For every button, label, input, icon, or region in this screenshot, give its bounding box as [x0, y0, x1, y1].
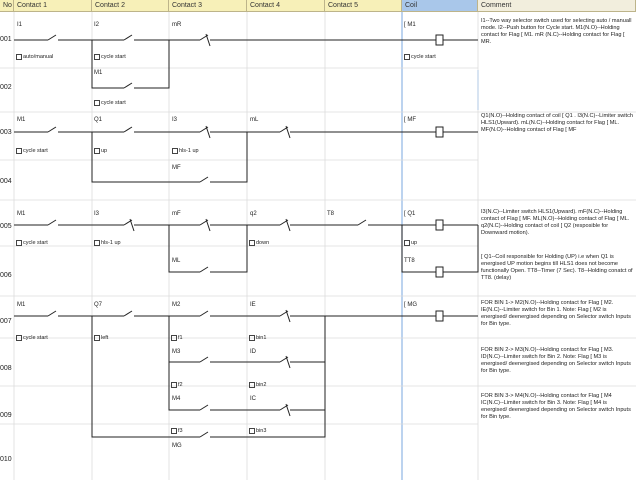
contact-tag[interactable]: left	[94, 335, 108, 342]
row-number[interactable]: 005	[0, 223, 12, 230]
rung-comment[interactable]: FOR BIN 2-> M3(N.O)--Holding contact for Flag [ M3. ID(N.C)--Limiter switch for Bin 2. Note: Flag [ M3 is energised/ deenergised depending on Selector switch Inputs for Bin type.	[481, 347, 631, 374]
contact-label[interactable]: q2	[250, 211, 257, 217]
contact-label[interactable]: M4	[172, 396, 181, 402]
coil-tag[interactable]: up	[404, 240, 417, 247]
contact-tag[interactable]: hls-1 up	[94, 240, 121, 247]
row-number[interactable]: 002	[0, 84, 12, 91]
contact-tag[interactable]: f3	[171, 428, 183, 435]
contact-tag[interactable]: f1	[171, 335, 183, 342]
contact-tag[interactable]: cycle start	[94, 54, 126, 61]
rung-comment[interactable]: [ Q1--Coil responsible for Holding (UP) i.e when Q1 is energised UP motion begins till HLS1 does not become functionally Open. TT8--Timer (7 Sec). T8--Holding conatct of TT8. (delay)	[481, 254, 633, 281]
contact-label[interactable]: Q7	[94, 302, 103, 308]
rung-comment[interactable]: I3(N.C)--Limiter switch HLS1(Upward). mF(N.C)--Holding contact of Flag [ MF. ML(N.O)--Holding contact of Flag [ ML. q2(N.C)--Holding contact of coil [ Q2 (resposible for Downward motion).	[481, 209, 630, 236]
coil-label[interactable]: [ MF	[404, 117, 416, 123]
contact-label[interactable]: IE	[250, 302, 256, 308]
contact-label[interactable]: M3	[172, 349, 181, 355]
row-number[interactable]: 009	[0, 412, 12, 419]
contact-tag[interactable]: auto/manual	[16, 54, 53, 61]
contact-label[interactable]: M2	[172, 302, 181, 308]
contact-label[interactable]: mL	[250, 117, 259, 123]
contact-label[interactable]: I1	[17, 22, 23, 28]
row-number[interactable]: 006	[0, 272, 12, 279]
row-number[interactable]: 001	[0, 36, 12, 43]
header-contact-3[interactable]: Contact 3	[169, 0, 247, 12]
contact-tag[interactable]: hls-1 up	[172, 148, 199, 155]
header-comment[interactable]: Comment	[478, 0, 636, 12]
contact-label[interactable]: M1	[17, 117, 26, 123]
contact-tag[interactable]: cycle start	[94, 100, 126, 107]
rung-comment[interactable]: FOR BIN 3-> M4(N.O)--Holding contact for Flag [ M4 IC(N.C)--Limiter switch for Bin 3. Note: Flag [ M4 is energised/ deenergised depending on Selector switch Inputs for Bin type.	[481, 393, 631, 420]
contact-label[interactable]: ID	[250, 349, 256, 355]
contact-label[interactable]: IC	[250, 396, 256, 402]
contact-tag[interactable]: down	[249, 240, 269, 247]
contact-label[interactable]: I3	[94, 211, 100, 217]
contact-tag[interactable]: cycle start	[16, 335, 48, 342]
header-contact-1[interactable]: Contact 1	[14, 0, 92, 12]
contact-label[interactable]: MF	[172, 165, 181, 171]
header-contact-5[interactable]: Contact 5	[325, 0, 402, 12]
contact-label[interactable]: Q1	[94, 117, 103, 123]
contact-label[interactable]: I3	[172, 117, 178, 123]
contact-label[interactable]: M1	[94, 70, 103, 76]
contact-label[interactable]: mF	[172, 211, 181, 217]
contact-tag[interactable]: bin3	[249, 428, 266, 435]
contact-label[interactable]: ML	[172, 258, 181, 264]
header-no[interactable]: No	[0, 0, 14, 12]
rung-comment[interactable]: I1--Two way selector switch used for selecting auto / manuall mode. I2--Push button for Cycle start. M1(N.O)--Holding contact for Flag [ M1. mR (N.C)--Holding contact for Flag [ MR.	[481, 18, 632, 45]
contact-label[interactable]: I2	[94, 22, 100, 28]
header-coil[interactable]: Coil	[402, 0, 478, 12]
row-number[interactable]: 004	[0, 178, 12, 185]
coil-label[interactable]: [ MG	[404, 302, 417, 308]
contact-label[interactable]: M1	[17, 302, 26, 308]
coil-tag[interactable]: cycle start	[404, 54, 436, 61]
contact-tag[interactable]: bin1	[249, 335, 266, 342]
contact-tag[interactable]: cycle start	[16, 148, 48, 155]
row-number[interactable]: 008	[0, 365, 12, 372]
coil-label[interactable]: TT8	[404, 258, 415, 264]
row-number[interactable]: 010	[0, 456, 12, 463]
contact-label[interactable]: T8	[327, 211, 335, 217]
contact-label[interactable]: M1	[17, 211, 26, 217]
contact-tag[interactable]: up	[94, 148, 107, 155]
coil-label[interactable]: [ Q1	[404, 211, 416, 217]
contact-tag[interactable]: bin2	[249, 382, 266, 389]
header-contact-2[interactable]: Contact 2	[92, 0, 169, 12]
rung-comment[interactable]: FOR BIN 1-> M2(N.O)--Holding contact for Flag [ M2. IE(N.C)--Limiter switch for Bin 1. Note: Flag [ M2 is energised/ deenergised depending on Selector switch Inputs for Bin type.	[481, 300, 631, 327]
contact-tag[interactable]: cycle start	[16, 240, 48, 247]
row-number[interactable]: 007	[0, 318, 12, 325]
rung-comment[interactable]: Q1(N.O)--Holding contact of coil [ Q1 . I3(N.C)--Limiter switch HLS1(Upward). mL(N.C)--Holding contact for Flag [ ML. MF(N.O)--Holding contact of Flag [ MF	[481, 113, 633, 133]
coil-label[interactable]: [ M1	[404, 22, 416, 28]
contact-tag[interactable]: f2	[171, 382, 183, 389]
contact-label[interactable]: MG	[172, 443, 182, 449]
row-number[interactable]: 003	[0, 129, 12, 136]
header-contact-4[interactable]: Contact 4	[247, 0, 325, 12]
contact-label[interactable]: mR	[172, 22, 182, 28]
